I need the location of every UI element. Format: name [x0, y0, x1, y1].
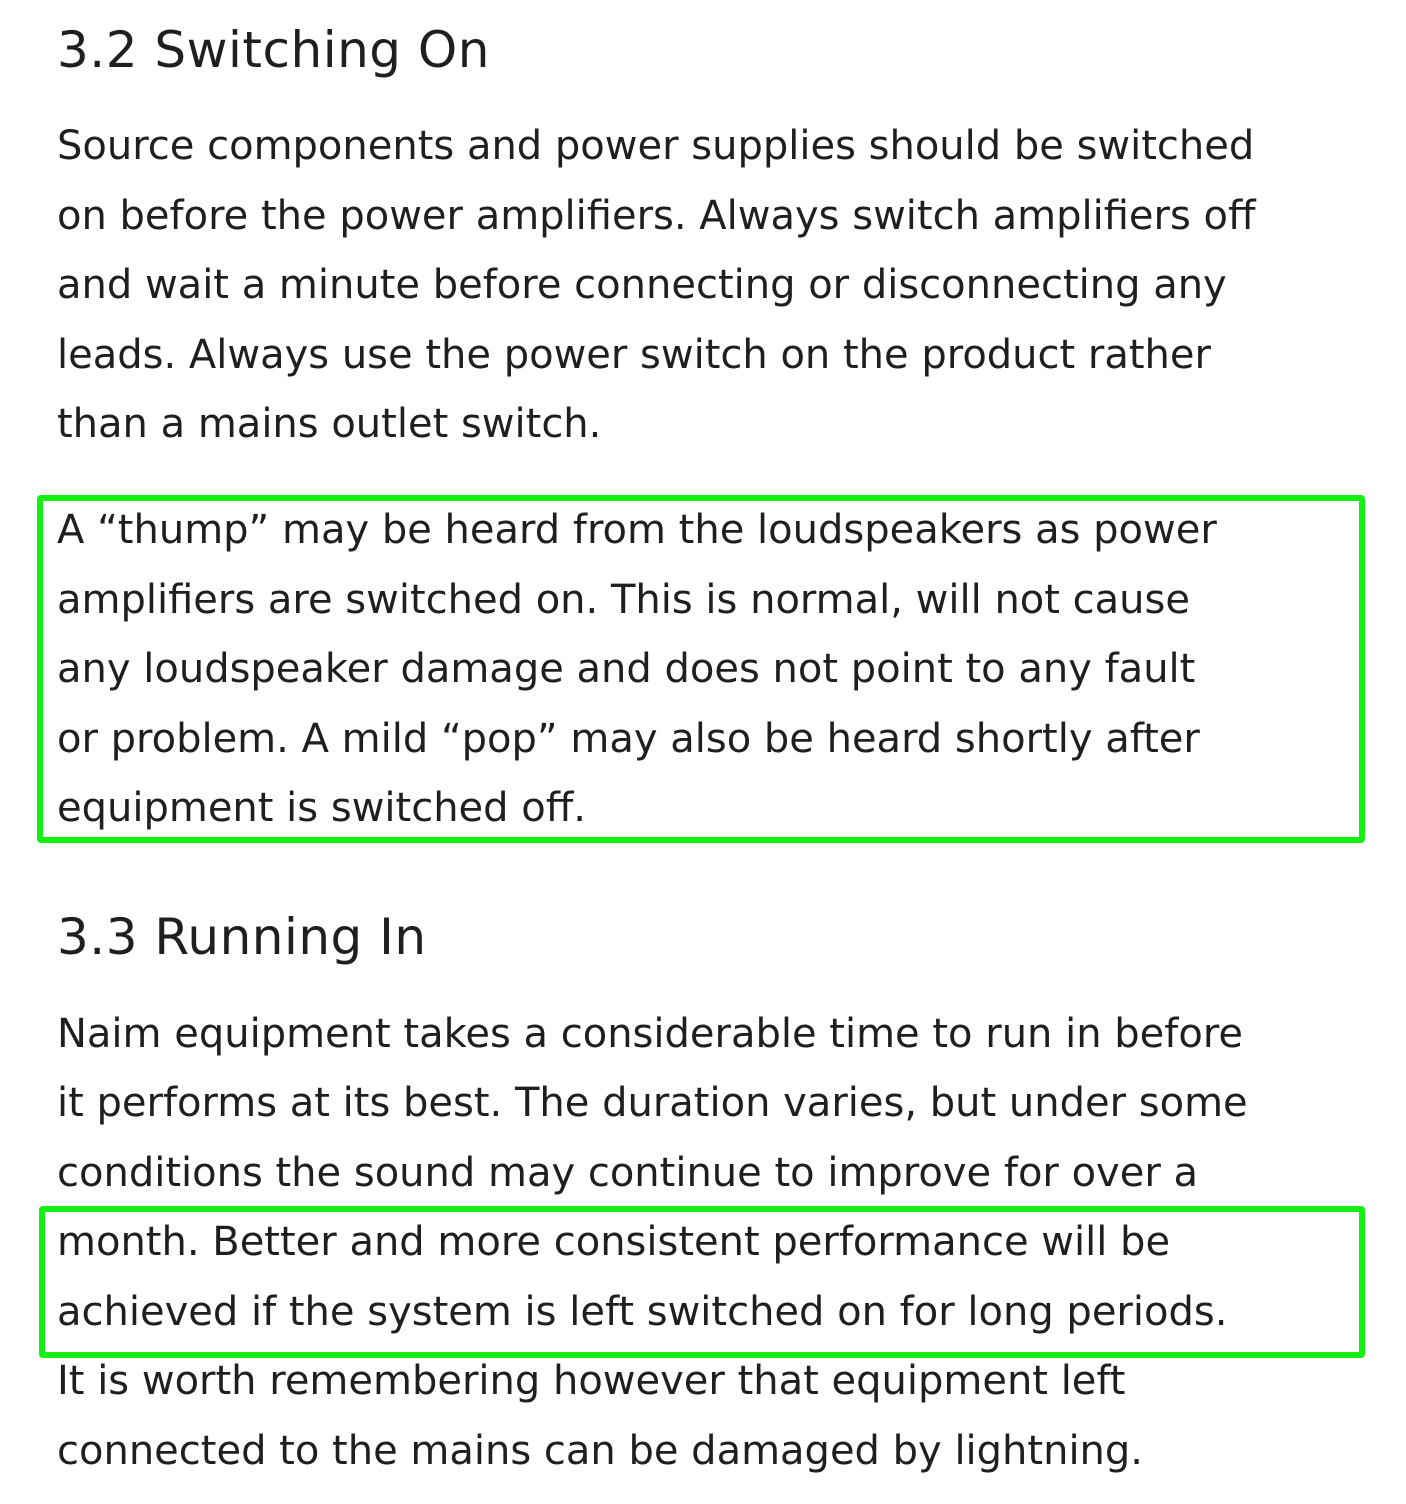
- paragraph-line: or problem. A mild “pop” may also be heard shortly after: [57, 716, 1200, 762]
- paragraph-line: conditions the sound may continue to improve for over a: [57, 1150, 1198, 1196]
- paragraph-line: on before the power amplifiers. Always switch amplifiers off: [57, 193, 1256, 239]
- paragraph-line: equipment is switched off.: [57, 785, 587, 831]
- paragraph-line: any loudspeaker damage and does not point to any fault: [57, 646, 1196, 692]
- paragraph-line: connected to the mains can be damaged by lightning.: [57, 1428, 1144, 1474]
- paragraph-line: and wait a minute before connecting or disconnecting any: [57, 262, 1227, 308]
- paragraph-line: Naim equipment takes a considerable time to run in before: [57, 1011, 1244, 1057]
- paragraph-line: achieved if the system is left switched on for long periods.: [57, 1289, 1228, 1335]
- paragraph-line: amplifiers are switched on. This is normal, will not cause: [57, 577, 1190, 623]
- paragraph-line: It is worth remembering however that equipment left: [57, 1358, 1126, 1404]
- section-heading-switching-on: 3.2 Switching On: [57, 21, 490, 79]
- paragraph-line: than a mains outlet switch.: [57, 401, 602, 447]
- section-heading-running-in: 3.3 Running In: [57, 908, 427, 966]
- paragraph-line: month. Better and more consistent performance will be: [57, 1219, 1171, 1265]
- paragraph-line: it performs at its best. The duration varies, but under some: [57, 1080, 1248, 1126]
- paragraph-line: A “thump” may be heard from the loudspeakers as power: [57, 507, 1217, 553]
- paragraph-line: Source components and power supplies should be switched: [57, 123, 1255, 169]
- paragraph-line: leads. Always use the power switch on the product rather: [57, 332, 1211, 378]
